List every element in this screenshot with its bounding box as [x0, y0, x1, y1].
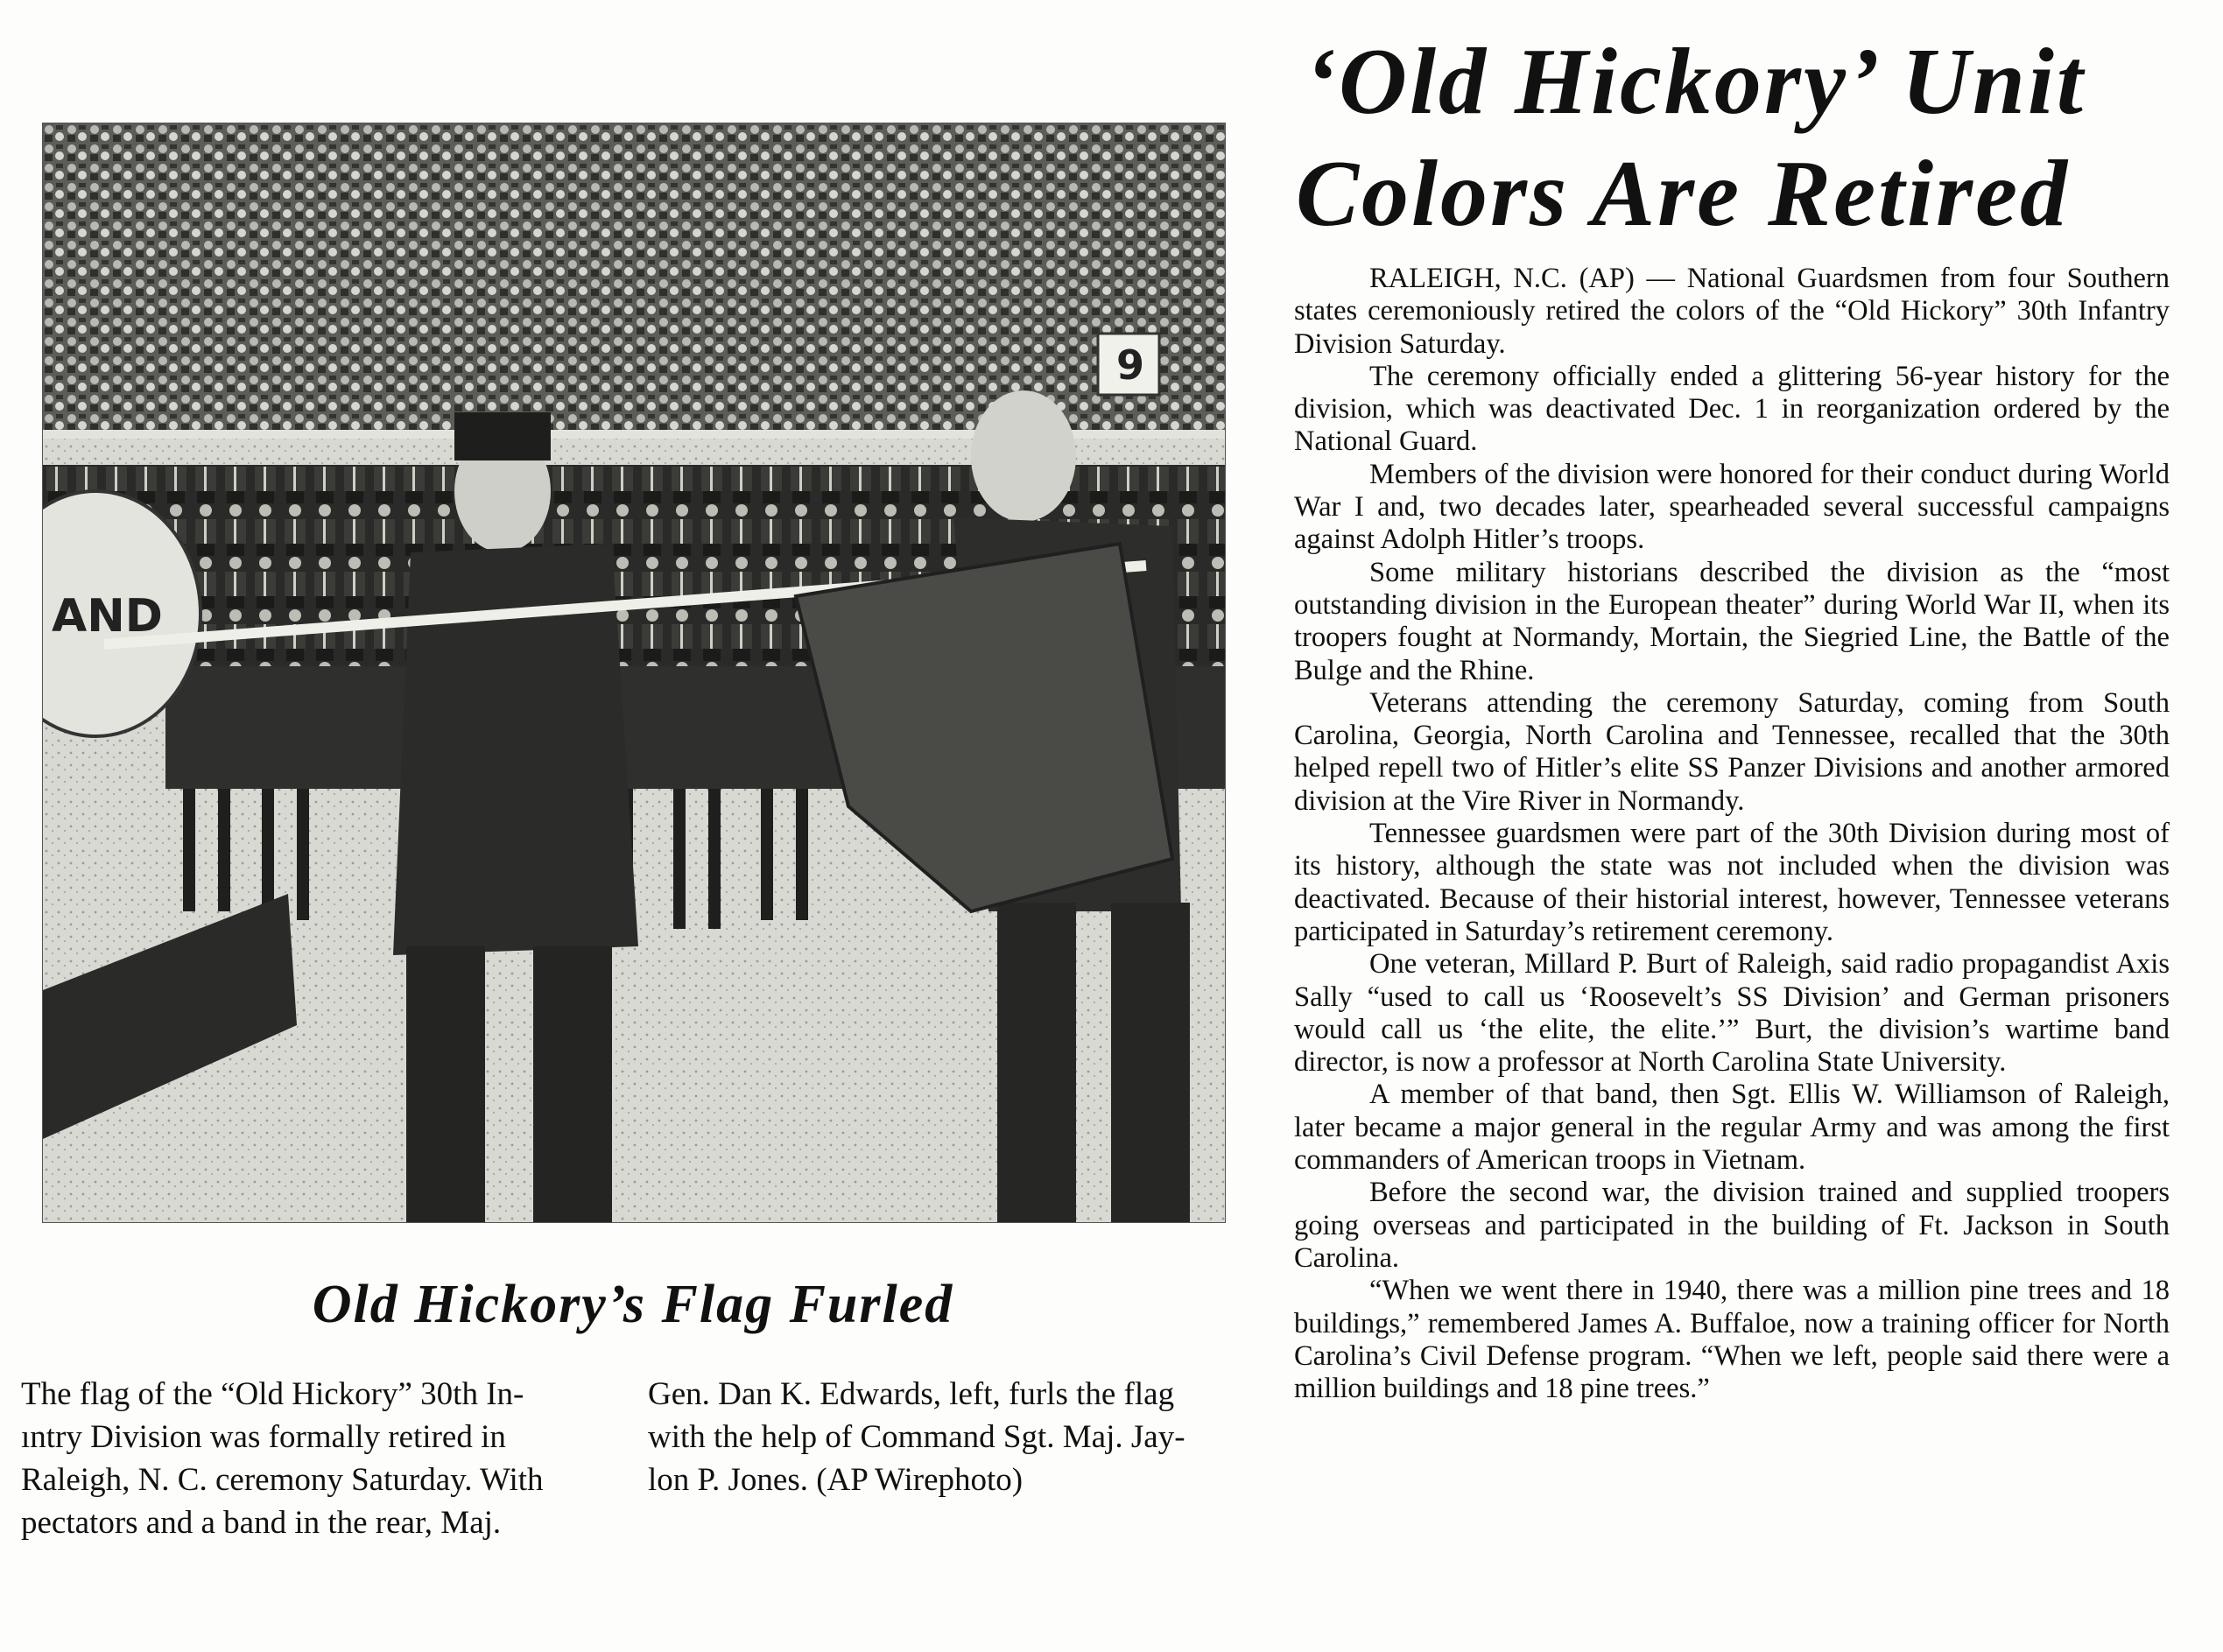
photo-caption-col2: Gen. Dan K. Edwards, left, furls the flag with the help of Command Sgt. Maj. Jay- lon P. Jones. (AP Wirephoto) — [648, 1376, 1185, 1498]
article-body — [1294, 263, 2170, 1405]
drum-text: AND — [52, 590, 163, 643]
article-paragraph: “When we went there in 1940, there was a million pine trees and 18 buildings,” remembered James A. Buffaloe, now a training officer for North Carolina’s Civil Defense program. “When we left, people said there were a million buildings and 18 pine trees.” — [1294, 1275, 2170, 1405]
article-paragraph: Veterans attending the ceremony Saturday, coming from South Carolina, Georgia, North Carolina and Tennessee, recalled that the 30th helped repell two of Hitler’s elite SS Panzer Divisions and another armored division at the Vire River in Normandy. — [1294, 686, 2170, 817]
photo-caption-title: Old Hickory’s Flag Furled — [312, 1275, 954, 1334]
article-paragraph: A member of that band, then Sgt. Ellis W. Williamson of Raleigh, later became a major general in the regular Army and was among the first commanders of American troops in Vietnam. — [1294, 1079, 2170, 1177]
headline-line2: Colors Are Retired — [1296, 142, 2071, 246]
article-paragraph: One veteran, Millard P. Burt of Raleigh, said radio propagandist Axis Sally “used to call us ‘Roosevelt’s SS Division’ and German prisoners would call us ‘the elite, the elite.’” Burt, the division’s wartime band director, is now a professor at North Carolina State University. — [1294, 948, 2170, 1079]
photo-illustration — [43, 123, 1225, 1222]
article-paragraph: RALEIGH, N.C. (AP) — National Guardsmen from four Southern states ceremoniously retired the colors of the “Old Hickory” 30th Infantry Division Saturday. — [1294, 263, 2170, 360]
article-paragraph: Before the second war, the division trained and supplied troopers going overseas and participated in the building of Ft. Jackson in South Carolina. — [1294, 1177, 2170, 1274]
photo-caption-col1: The flag of the “Old Hickory” 30th In- ıntry Division was formally retired in Raleigh, N. C. ceremony Saturday. With pectators and a band in the rear, Maj. — [21, 1376, 544, 1541]
article-paragraph: Some military historians described the division as the “most outstanding division in the European theater” during World War II, when its troopers fought at Normandy, Mortain, the Siegried Line, the Battle of the Bulge and the Rhine. — [1294, 556, 2170, 686]
headline-line1: ‘Old Hickory’ Unit — [1305, 30, 2086, 134]
article-paragraph: Tennessee guardsmen were part of the 30th Division during most of its history, although the state was not included when the division was deactivated. Because of their historial interest, however, Tennessee veterans participated in Saturday’s retirement ceremony. — [1294, 818, 2170, 947]
article-paragraph: Members of the division were honored for their conduct during World War I and, two decades later, spearheaded several successful campaigns against Adolph Hitler’s troops. — [1294, 458, 2170, 556]
article-paragraph: The ceremony officially ended a glittering 56-year history for the division, which was deactivated Dec. 1 in reorganization ordered by the National Guard. — [1294, 360, 2170, 458]
sign-number: 9 — [1116, 341, 1145, 389]
headline — [1296, 26, 2206, 250]
news-photo — [42, 123, 1226, 1223]
